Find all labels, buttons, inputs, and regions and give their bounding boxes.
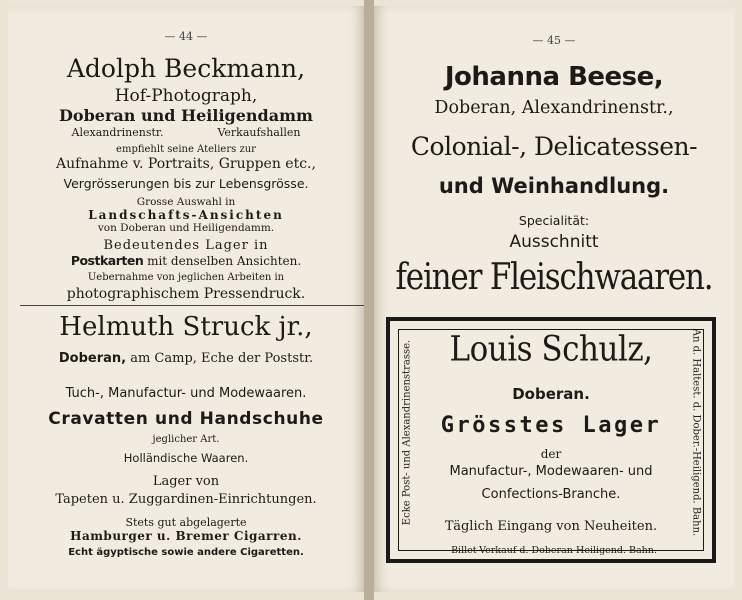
schulz-line-2: der [540,447,562,461]
struck-line-7: Stets gut abgelagerte [125,516,247,529]
beese-line-3: Specialität: [518,213,590,228]
beckmann-line-10: photographischem Pressendruck. [66,286,306,302]
struck-line-2: Cravatten und Handschuhe [48,409,324,429]
schulz-line-3: Manufactur-, Modewaaren- und [449,464,653,479]
beckmann-line-8-rest: mit denselben Ansichten. [147,254,302,268]
struck-line-6: Tapeten u. Zuggardinen-Einrichtungen. [55,492,317,507]
struck-line-4: Holländische Waaren. [123,451,249,465]
beckmann-line-9: Uebernahme von jeglichen Arbeiten in [87,272,285,283]
schulz-bottom-line: Billet-Verkauf d. Doberan-Heiligend. Bahn. [451,545,657,556]
beese-address: Doberan, Alexandrinenstr., [434,98,674,118]
beckmann-line-1: empfiehlt seine Ateliers zur [116,144,256,155]
schulz-line-5: Täglich Eingang von Neuheiten. [444,519,658,534]
struck-address [8,351,364,366]
schulz-side-left: Ecke Post- und Alexandrinenstrasse. [401,339,413,526]
beckmann-line-2: Aufnahme v. Portraits, Gruppen etc., [56,156,316,172]
schulz-place: Doberan. [512,385,590,403]
schulz-line-4: Confections-Branche. [481,487,621,502]
beese-line-2: und Weinhandlung. [438,174,670,198]
beese-name: Johanna Beese, [444,62,664,92]
struck-line-1: Tuch-, Manufactur- und Modewaaren. [65,386,307,401]
struck-line-8: Hamburger u. Bremer Cigarren. [70,529,302,543]
beckmann-line-4: Grosse Auswahl in [136,196,236,208]
beckmann-line-6: von Doberan und Heiligendamm. [97,222,275,234]
beckmann-addr-left: Alexandrinenstr. [71,126,164,139]
schulz-line-1: Grösstes Lager [440,413,662,438]
struck-address-town: Doberan, [58,351,127,366]
beckmann-addr-right: Verkaufshallen [217,126,301,139]
beckmann-line-8 [8,253,364,268]
beckmann-line-3: Vergrösserungen bis zur Lebensgrösse. [63,176,309,191]
schulz-name: Louis Schulz, [449,329,653,370]
beese-line-5: feiner Fleischwaaren. [395,256,713,299]
beckmann-title: Hof-Photograph, [114,86,258,106]
beckmann-addresses [8,126,364,139]
left-page [8,6,364,592]
right-page [374,6,734,592]
book-gutter [364,0,374,600]
page-number-44: — 44 — [164,30,208,43]
beckmann-line-5: Landschafts-Ansichten [88,208,284,222]
beese-line-4: Ausschnitt [509,232,599,252]
struck-line-5: Lager von [152,474,220,489]
schulz-advertisement-frame [386,317,716,563]
beese-line-1: Colonial-, Delicatessen- [410,132,698,161]
schulz-side-right: An d. Haltest. d. Dober.-Heiligend. Bahn. [690,328,702,537]
struck-address-street: am Camp, Eche der Poststr. [130,351,314,366]
struck-line-9: Echt ägyptische sowie andere Cigaretten. [68,547,304,558]
beckmann-postkarten: Postkarten [70,253,144,268]
struck-name: Helmuth Struck jr., [59,312,313,342]
struck-line-3: jeglicher Art. [152,434,220,445]
beckmann-name: Adolph Beckmann, [66,54,306,83]
beckmann-line-7: Bedeutendes Lager in [103,238,269,253]
section-divider [20,305,364,306]
page-number-45: — 45 — [532,34,576,47]
beckmann-places: Doberan und Heiligendamm [59,106,313,125]
